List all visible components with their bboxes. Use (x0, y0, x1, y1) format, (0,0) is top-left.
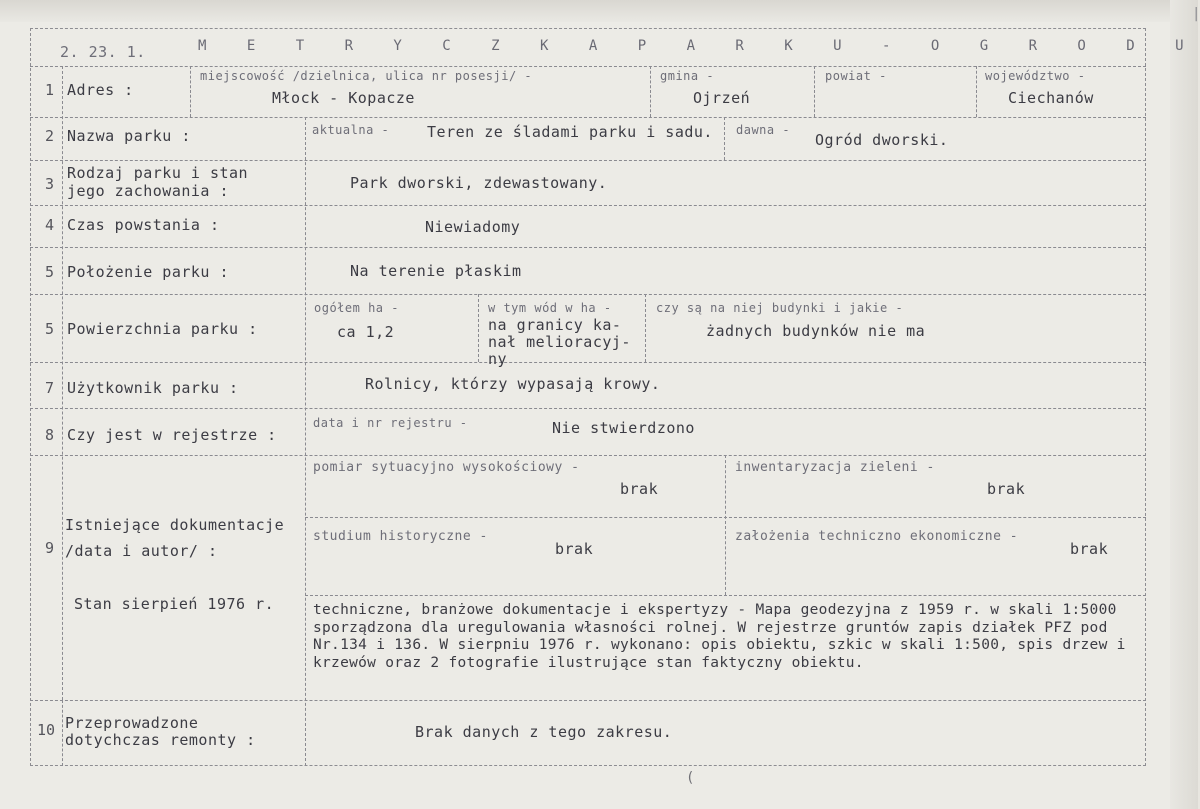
row-number: 1 (45, 81, 55, 99)
row-number: 2 (45, 127, 55, 145)
binding-mark: ( (686, 770, 695, 786)
row-separator (30, 700, 1146, 701)
field-hint: powiat - (825, 69, 887, 83)
column-separator (976, 66, 977, 117)
row-number: 8 (45, 426, 55, 444)
row-label: Rodzaj parku i stan jego zachowania : (67, 164, 249, 200)
history-value: brak (555, 540, 594, 558)
row-separator (30, 160, 1146, 161)
row-number: 10 (37, 721, 56, 739)
repairs-value: Brak danych z tego zakresu. (415, 723, 673, 741)
row-separator (30, 66, 1146, 67)
row-label: Czas powstania : (67, 216, 220, 234)
document-title: M E T R Y C Z K A P A R K U - O G R O D U (198, 38, 1200, 54)
page-edge-mark: | (1192, 6, 1200, 22)
row-label: Czy jest w rejestrze : (67, 426, 277, 444)
row-separator (305, 595, 1146, 596)
row-label: Istniejące dokumentacje /data i autor/ : (65, 516, 285, 560)
field-hint: założenia techniczno ekonomiczne - (735, 529, 1019, 544)
park-type-value: Park dworski, zdewastowany. (350, 174, 608, 192)
row-number: 7 (45, 379, 55, 397)
buildings-value: żadnych budynków nie ma (706, 322, 926, 340)
field-hint: studium historyczne - (313, 529, 488, 544)
row-number: 5 (45, 263, 55, 281)
column-separator (650, 66, 651, 117)
field-hint: miejscowość /dzielnica, ulica nr posesji/ - (200, 69, 533, 83)
area-total-value: ca 1,2 (337, 323, 395, 341)
column-separator (62, 700, 63, 766)
other-documentation-value: techniczne, branżowe dokumentacje i ekspertyzy - Mapa geodezyjna z 1959 r. w skali 1:5000 sporządzona dla uregulowania własności rolnej. W rejestrze gruntów zapis działek PFZ pod Nr.134 i 136. W sierpniu 1976 r. wykonano: opis obiektu, szkic w skali 1:500, spis drzew i krzewów oraz 2 fotografie ilustrujące stan faktyczny obiektu. (313, 602, 1126, 671)
row-separator (30, 408, 1146, 409)
locality-value: Młock - Kopacze (272, 89, 415, 107)
field-hint: gmina - (660, 69, 715, 83)
row-label: Użytkownik parku : (67, 379, 239, 397)
documentation-state: Stan sierpień 1976 r. (74, 595, 275, 613)
row-separator (30, 247, 1146, 248)
page-right-edge (1170, 0, 1198, 809)
row-label: Nazwa parku : (67, 127, 191, 145)
row-number: 3 (45, 175, 55, 193)
gmina-value: Ojrzeń (693, 89, 751, 107)
row-separator (30, 117, 1146, 118)
field-hint: pomiar sytuacyjno wysokościowy - (313, 460, 580, 475)
row-label: Przeprowadzone dotychczas remonty : (65, 714, 256, 749)
former-name-value: Ogród dworski. (815, 131, 949, 149)
column-separator (305, 117, 306, 766)
field-hint: aktualna - (312, 123, 390, 137)
origin-time-value: Niewiadomy (425, 218, 521, 236)
column-separator (62, 66, 63, 700)
field-hint: data i nr rejestru - (313, 416, 468, 430)
column-separator (724, 117, 725, 160)
row-label: Adres : (67, 81, 134, 99)
row-separator (30, 205, 1146, 206)
field-hint: dawna - (736, 123, 791, 137)
row-number: 4 (45, 216, 55, 234)
document-code: 2. 23. 1. (60, 43, 146, 61)
current-name-value: Teren ze śladami parku i sadu. (427, 123, 713, 141)
field-hint: czy są na niej budynki i jakie - (656, 301, 904, 315)
column-separator (478, 294, 479, 362)
field-hint: w tym wód w ha - (488, 301, 612, 315)
row-number: 9 (45, 539, 55, 557)
column-separator (190, 66, 191, 117)
survey-value: brak (620, 480, 659, 498)
voivodeship-value: Ciechanów (1008, 89, 1094, 107)
row-separator (30, 455, 1146, 456)
column-separator (725, 455, 726, 595)
field-hint: inwentaryzacja zieleni - (735, 460, 935, 475)
page-top-shadow (0, 0, 1198, 22)
technical-value: brak (1070, 540, 1109, 558)
user-value: Rolnicy, którzy wypasają krowy. (365, 375, 661, 393)
field-hint: ogółem ha - (314, 301, 399, 315)
greenery-value: brak (987, 480, 1026, 498)
location-value: Na terenie płaskim (350, 262, 522, 280)
row-number: 5 (45, 320, 55, 338)
row-label: Powierzchnia parku : (67, 320, 258, 338)
row-separator (30, 294, 1146, 295)
field-hint: województwo - (985, 69, 1086, 83)
column-separator (814, 66, 815, 117)
row-label: Położenie parku : (67, 263, 230, 281)
register-value: Nie stwierdzono (552, 419, 695, 437)
area-water-value: na granicy ka-nał melioracyj-ny (488, 316, 631, 368)
